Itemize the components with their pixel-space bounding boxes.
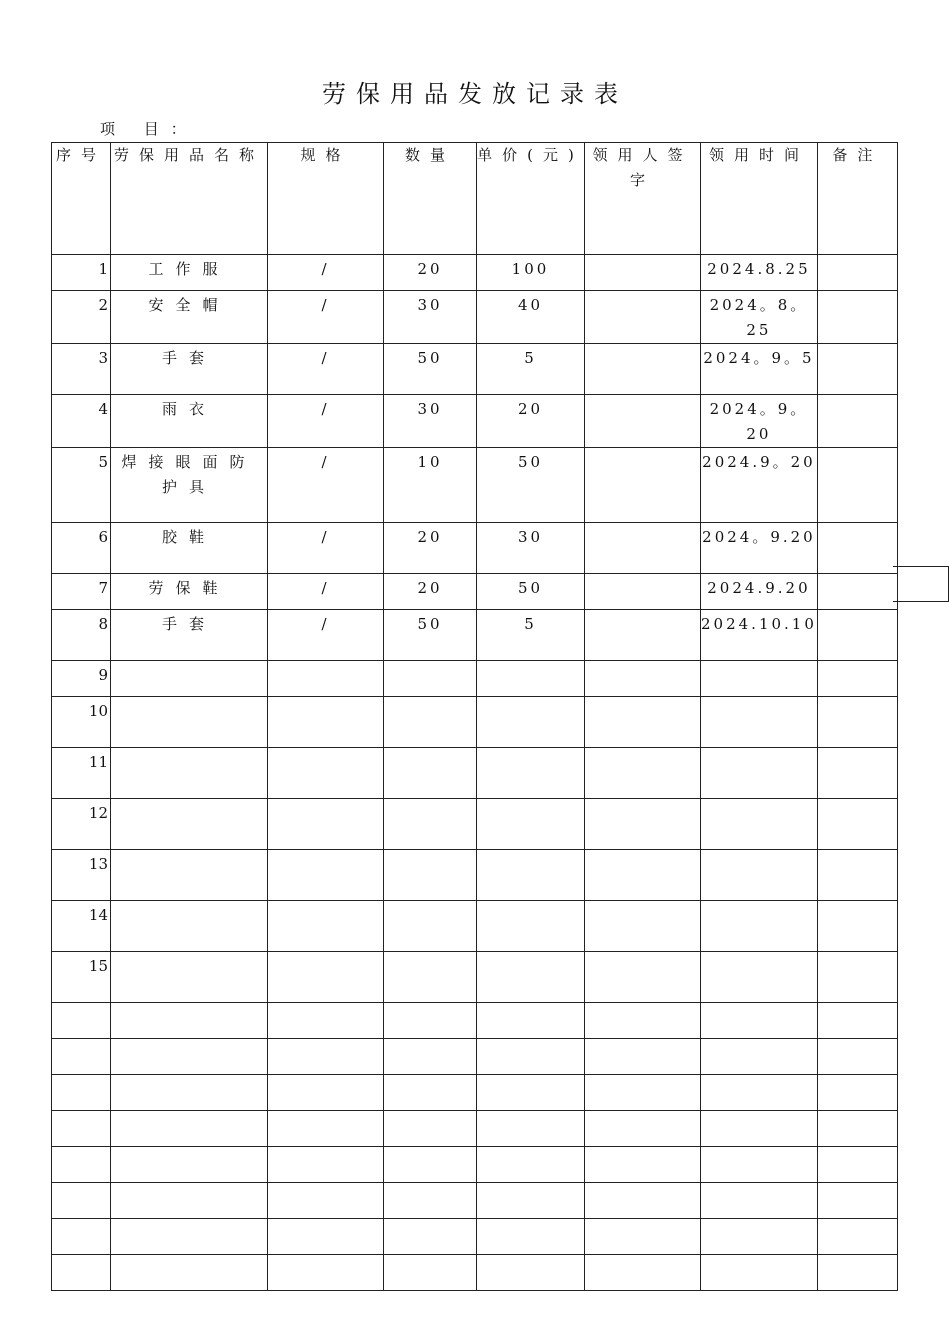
cell-sign bbox=[585, 1039, 701, 1075]
cell-note bbox=[817, 1147, 897, 1183]
cell-name: 焊接眼面防护具 bbox=[111, 448, 268, 523]
cell-sign bbox=[585, 661, 701, 697]
cell-sign bbox=[585, 610, 701, 661]
cell-note bbox=[817, 574, 897, 610]
cell-seq bbox=[52, 1075, 111, 1111]
table-row bbox=[52, 799, 898, 850]
table-row bbox=[52, 1219, 898, 1255]
table-row bbox=[52, 1075, 898, 1111]
cell-note bbox=[817, 697, 897, 748]
cell-spec bbox=[268, 1111, 384, 1147]
record-table bbox=[51, 142, 898, 1291]
cell-spec bbox=[268, 1003, 384, 1039]
table-row bbox=[52, 697, 898, 748]
cell-qty bbox=[384, 1111, 477, 1147]
cell-qty bbox=[384, 799, 477, 850]
cell-sign bbox=[585, 1219, 701, 1255]
cell-price bbox=[477, 1147, 585, 1183]
cell-price bbox=[477, 1003, 585, 1039]
cell-qty bbox=[384, 901, 477, 952]
header-qty: 数量 bbox=[384, 143, 477, 255]
cell-name: 安全帽 bbox=[111, 291, 268, 344]
cell-spec bbox=[268, 697, 384, 748]
table-row bbox=[52, 395, 898, 448]
cell-note bbox=[817, 448, 897, 523]
cell-qty bbox=[384, 1183, 477, 1219]
cell-note bbox=[817, 255, 897, 291]
cell-spec bbox=[268, 1147, 384, 1183]
cell-price: 30 bbox=[477, 523, 585, 574]
cell-seq: 9 bbox=[52, 661, 111, 697]
cell-name bbox=[111, 952, 268, 1003]
cell-price: 50 bbox=[477, 574, 585, 610]
cell-qty bbox=[384, 1039, 477, 1075]
cell-time bbox=[701, 1219, 818, 1255]
header-spec: 规格 bbox=[268, 143, 384, 255]
cell-name: 手套 bbox=[111, 610, 268, 661]
cell-qty bbox=[384, 1003, 477, 1039]
cell-seq: 10 bbox=[52, 697, 111, 748]
cell-note bbox=[817, 291, 897, 344]
table-row bbox=[52, 574, 898, 610]
cell-qty bbox=[384, 1255, 477, 1291]
cell-price: 5 bbox=[477, 344, 585, 395]
cell-price bbox=[477, 1219, 585, 1255]
cell-time bbox=[701, 1039, 818, 1075]
cell-seq: 6 bbox=[52, 523, 111, 574]
table-row bbox=[52, 344, 898, 395]
cell-seq bbox=[52, 1255, 111, 1291]
cell-spec bbox=[268, 952, 384, 1003]
cell-time bbox=[701, 850, 818, 901]
cell-seq bbox=[52, 1039, 111, 1075]
cell-price: 5 bbox=[477, 610, 585, 661]
cell-time bbox=[701, 1003, 818, 1039]
stray-cell-border bbox=[893, 566, 949, 602]
cell-seq: 15 bbox=[52, 952, 111, 1003]
cell-sign bbox=[585, 523, 701, 574]
cell-time bbox=[701, 799, 818, 850]
table-row bbox=[52, 1147, 898, 1183]
cell-note bbox=[817, 799, 897, 850]
cell-sign bbox=[585, 1075, 701, 1111]
cell-note bbox=[817, 1111, 897, 1147]
cell-note bbox=[817, 1183, 897, 1219]
table-row bbox=[52, 901, 898, 952]
cell-spec bbox=[268, 850, 384, 901]
cell-name bbox=[111, 1075, 268, 1111]
cell-note bbox=[817, 344, 897, 395]
header-note: 备注 bbox=[817, 143, 897, 255]
cell-sign bbox=[585, 850, 701, 901]
cell-name: 工作服 bbox=[111, 255, 268, 291]
cell-name bbox=[111, 901, 268, 952]
cell-qty: 20 bbox=[384, 574, 477, 610]
table-row bbox=[52, 1003, 898, 1039]
cell-seq: 12 bbox=[52, 799, 111, 850]
cell-name bbox=[111, 850, 268, 901]
table-row bbox=[52, 610, 898, 661]
cell-spec bbox=[268, 1183, 384, 1219]
cell-name bbox=[111, 1039, 268, 1075]
cell-name bbox=[111, 697, 268, 748]
table-row bbox=[52, 255, 898, 291]
cell-spec: / bbox=[268, 291, 384, 344]
cell-seq bbox=[52, 1147, 111, 1183]
cell-seq: 13 bbox=[52, 850, 111, 901]
cell-note bbox=[817, 395, 897, 448]
cell-qty bbox=[384, 661, 477, 697]
cell-name bbox=[111, 1255, 268, 1291]
cell-qty: 20 bbox=[384, 523, 477, 574]
cell-price bbox=[477, 952, 585, 1003]
cell-name bbox=[111, 1219, 268, 1255]
header-row bbox=[52, 143, 898, 255]
cell-seq: 1 bbox=[52, 255, 111, 291]
cell-note bbox=[817, 610, 897, 661]
header-time: 领用时间 bbox=[701, 143, 818, 255]
cell-time bbox=[701, 1183, 818, 1219]
cell-price bbox=[477, 901, 585, 952]
cell-spec: / bbox=[268, 255, 384, 291]
cell-note bbox=[817, 1003, 897, 1039]
cell-price bbox=[477, 1183, 585, 1219]
cell-note bbox=[817, 901, 897, 952]
cell-time bbox=[701, 748, 818, 799]
cell-spec: / bbox=[268, 344, 384, 395]
cell-qty bbox=[384, 1075, 477, 1111]
cell-time bbox=[701, 697, 818, 748]
cell-qty bbox=[384, 1219, 477, 1255]
cell-qty: 20 bbox=[384, 255, 477, 291]
cell-time: 2024.9.20 bbox=[701, 574, 818, 610]
cell-note bbox=[817, 952, 897, 1003]
cell-name bbox=[111, 748, 268, 799]
cell-price: 20 bbox=[477, 395, 585, 448]
cell-sign bbox=[585, 291, 701, 344]
cell-name bbox=[111, 1183, 268, 1219]
table-row bbox=[52, 523, 898, 574]
cell-time bbox=[701, 952, 818, 1003]
cell-price bbox=[477, 1039, 585, 1075]
table-row bbox=[52, 448, 898, 523]
cell-qty bbox=[384, 748, 477, 799]
cell-sign bbox=[585, 1003, 701, 1039]
cell-name bbox=[111, 1111, 268, 1147]
cell-qty bbox=[384, 850, 477, 901]
cell-price bbox=[477, 1075, 585, 1111]
cell-note bbox=[817, 850, 897, 901]
cell-seq: 11 bbox=[52, 748, 111, 799]
page-title: 劳保用品发放记录表 bbox=[322, 80, 628, 108]
cell-spec bbox=[268, 1075, 384, 1111]
cell-name bbox=[111, 799, 268, 850]
cell-sign bbox=[585, 1255, 701, 1291]
cell-sign bbox=[585, 1147, 701, 1183]
cell-seq bbox=[52, 1219, 111, 1255]
cell-price bbox=[477, 799, 585, 850]
table-row bbox=[52, 850, 898, 901]
cell-time bbox=[701, 1255, 818, 1291]
cell-sign bbox=[585, 395, 701, 448]
cell-sign bbox=[585, 748, 701, 799]
cell-seq: 5 bbox=[52, 448, 111, 523]
cell-seq bbox=[52, 1003, 111, 1039]
cell-seq: 3 bbox=[52, 344, 111, 395]
cell-price: 40 bbox=[477, 291, 585, 344]
cell-name: 胶鞋 bbox=[111, 523, 268, 574]
cell-note bbox=[817, 661, 897, 697]
cell-name bbox=[111, 1003, 268, 1039]
cell-time: 2024。8。25 bbox=[701, 291, 818, 344]
cell-qty bbox=[384, 697, 477, 748]
cell-price bbox=[477, 850, 585, 901]
cell-spec: / bbox=[268, 448, 384, 523]
cell-time: 2024.10.10 bbox=[701, 610, 818, 661]
cell-time: 2024.8.25 bbox=[701, 255, 818, 291]
header-sign: 领用人签字 bbox=[585, 143, 701, 255]
cell-qty: 50 bbox=[384, 344, 477, 395]
cell-name: 雨衣 bbox=[111, 395, 268, 448]
cell-name: 手套 bbox=[111, 344, 268, 395]
cell-spec bbox=[268, 901, 384, 952]
table-row bbox=[52, 1039, 898, 1075]
table-row bbox=[52, 661, 898, 697]
cell-note bbox=[817, 1075, 897, 1111]
table-row bbox=[52, 1255, 898, 1291]
cell-sign bbox=[585, 799, 701, 850]
cell-time: 2024。9。20 bbox=[701, 395, 818, 448]
cell-sign bbox=[585, 574, 701, 610]
cell-time bbox=[701, 1111, 818, 1147]
table-row bbox=[52, 1183, 898, 1219]
cell-qty: 30 bbox=[384, 291, 477, 344]
cell-spec bbox=[268, 661, 384, 697]
cell-sign bbox=[585, 344, 701, 395]
cell-note bbox=[817, 1039, 897, 1075]
cell-price bbox=[477, 1111, 585, 1147]
cell-sign bbox=[585, 1111, 701, 1147]
cell-name: 劳保鞋 bbox=[111, 574, 268, 610]
cell-spec bbox=[268, 1219, 384, 1255]
table-row bbox=[52, 748, 898, 799]
project-label: 项 目： bbox=[100, 120, 198, 138]
cell-qty: 50 bbox=[384, 610, 477, 661]
table-row bbox=[52, 1111, 898, 1147]
cell-spec: / bbox=[268, 523, 384, 574]
cell-sign bbox=[585, 697, 701, 748]
header-price: 单价(元) bbox=[477, 143, 585, 255]
cell-name bbox=[111, 661, 268, 697]
cell-seq: 8 bbox=[52, 610, 111, 661]
cell-qty: 30 bbox=[384, 395, 477, 448]
cell-sign bbox=[585, 901, 701, 952]
cell-note bbox=[817, 523, 897, 574]
cell-seq: 2 bbox=[52, 291, 111, 344]
cell-note bbox=[817, 1255, 897, 1291]
cell-price bbox=[477, 748, 585, 799]
header-seq: 序号 bbox=[52, 143, 111, 255]
cell-seq: 4 bbox=[52, 395, 111, 448]
cell-price bbox=[477, 1255, 585, 1291]
cell-price bbox=[477, 697, 585, 748]
cell-time bbox=[701, 1147, 818, 1183]
cell-seq bbox=[52, 1111, 111, 1147]
cell-spec bbox=[268, 1255, 384, 1291]
cell-time bbox=[701, 661, 818, 697]
table-row bbox=[52, 952, 898, 1003]
cell-price: 100 bbox=[477, 255, 585, 291]
cell-seq bbox=[52, 1183, 111, 1219]
cell-qty: 10 bbox=[384, 448, 477, 523]
cell-time: 2024.9。20 bbox=[701, 448, 818, 523]
cell-sign bbox=[585, 255, 701, 291]
cell-spec bbox=[268, 799, 384, 850]
cell-qty bbox=[384, 952, 477, 1003]
cell-time: 2024。9.20 bbox=[701, 523, 818, 574]
cell-spec: / bbox=[268, 574, 384, 610]
cell-sign bbox=[585, 448, 701, 523]
cell-time: 2024。9。5 bbox=[701, 344, 818, 395]
cell-qty bbox=[384, 1147, 477, 1183]
cell-price bbox=[477, 661, 585, 697]
table-row bbox=[52, 291, 898, 344]
cell-note bbox=[817, 748, 897, 799]
cell-sign bbox=[585, 1183, 701, 1219]
cell-spec: / bbox=[268, 395, 384, 448]
cell-spec bbox=[268, 1039, 384, 1075]
cell-spec: / bbox=[268, 610, 384, 661]
cell-time bbox=[701, 901, 818, 952]
cell-time bbox=[701, 1075, 818, 1111]
cell-seq: 14 bbox=[52, 901, 111, 952]
cell-sign bbox=[585, 952, 701, 1003]
header-name: 劳保用品名称 bbox=[111, 143, 268, 255]
cell-spec bbox=[268, 748, 384, 799]
cell-price: 50 bbox=[477, 448, 585, 523]
cell-name bbox=[111, 1147, 268, 1183]
cell-note bbox=[817, 1219, 897, 1255]
cell-seq: 7 bbox=[52, 574, 111, 610]
